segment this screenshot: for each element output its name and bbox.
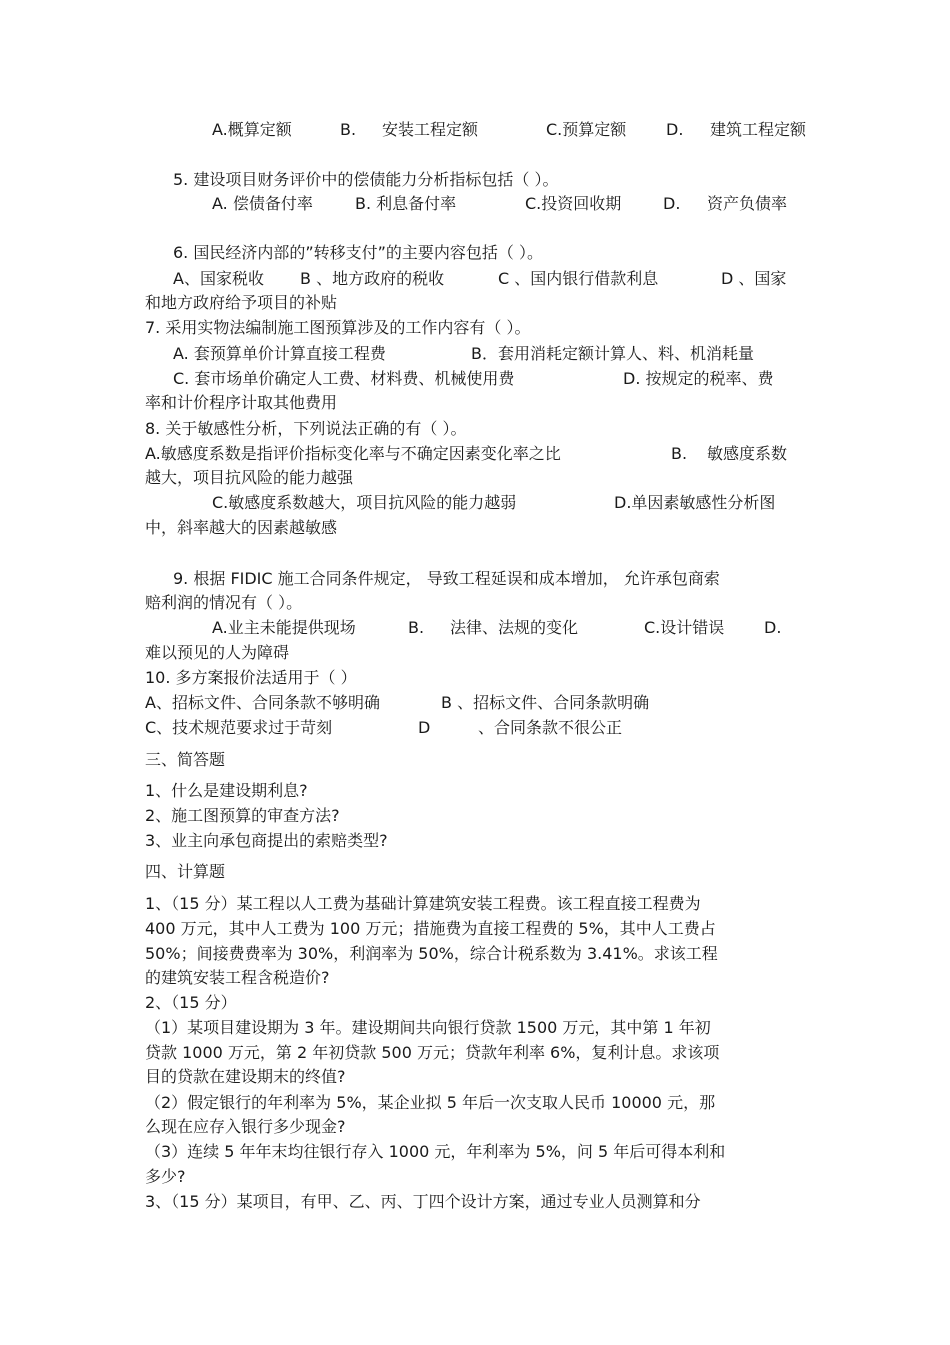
q10-option-c: C、技术规范要求过于苛刻 (145, 718, 333, 737)
q10-option-a: A、招标文件、合同条款不够明确 (145, 693, 380, 712)
q4-option-d-label: D. (666, 120, 684, 139)
q4-option-d-text: 建筑工程定额 (710, 120, 807, 139)
q9-stem-line2: 赔利润的情况有（ ）。 (145, 593, 303, 612)
q5-option-a: A. 偿债备付率 (212, 194, 313, 213)
q10-options-line2 (145, 717, 815, 739)
section4-p2-line6: （3）连续 5 年年末均往银行存入 1000 元，年利率为 5%，问 5 年后可得本利和 (145, 1142, 726, 1161)
q10-option-b: B 、招标文件、合同条款明确 (441, 693, 650, 712)
q9-option-d-label: D. (764, 618, 782, 637)
q10-option-d-text: 、合同条款不很公正 (478, 718, 623, 737)
q6-option-b: B 、地方政府的税收 (300, 269, 445, 288)
q8-option-b-label: B. (671, 444, 688, 463)
q8-option-d: D.单因素敏感性分析图 (614, 493, 776, 512)
q5-option-d-text: 资产负债率 (707, 194, 788, 213)
q8-option-c: C.敏感度系数越大，项目抗风险的能力越弱 (212, 493, 517, 512)
section4-p2-line5: 么现在应存入银行多少现金? (145, 1117, 346, 1136)
section4-p2-line2: 贷款 1000 万元，第 2 年初贷款 500 万元；贷款年利率 6%，复利计息。求该项 (145, 1043, 720, 1062)
section4-p2-line3: 目的贷款在建设期末的终值? (145, 1067, 346, 1086)
section4-p1-line3: 50%；间接费费率为 30%，利润率为 50%，综合计税系数为 3.41%。求该工程 (145, 944, 718, 963)
q4-option-b-label: B. (340, 120, 357, 139)
q8-options-line1 (145, 443, 815, 465)
q6-options-line1 (173, 268, 843, 290)
section3-item-2: 2、施工图预算的审查方法? (145, 806, 340, 825)
q9-stem-line1: 9. 根据 FIDIC 施工合同条件规定， 导致工程延误和成本增加， 允许承包商索 (173, 569, 720, 588)
q8-options-line3 (212, 492, 882, 514)
q6-option-c: C 、国内银行借款利息 (498, 269, 659, 288)
q4-option-c: C.预算定额 (546, 120, 627, 139)
section3-title: 三、简答题 (145, 750, 226, 769)
q7-options-line3: 率和计价程序计取其他费用 (145, 393, 338, 412)
q7-options-line1 (173, 343, 843, 365)
q7-options-line2 (173, 368, 843, 390)
section3-item-1: 1、什么是建设期利息? (145, 781, 308, 800)
q6-option-a: A、国家税收 (173, 269, 264, 288)
q8-options-line4: 中，斜率越大的因素越敏感 (145, 518, 338, 537)
q5-option-c: C.投资回收期 (525, 194, 622, 213)
section4-p1-line4: 的建筑安装工程含税造价? (145, 968, 330, 987)
q10-option-d-label: D (418, 718, 431, 737)
q7-option-b: B．套用消耗定额计算人、料、机消耗量 (471, 344, 754, 363)
q8-option-b-text: 敏感度系数 (707, 444, 788, 463)
section4-p1-line2: 400 万元，其中人工费为 100 万元；措施费为直接工程费的 5%，其中人工费占 (145, 919, 716, 938)
q6-stem: 6. 国民经济内部的”转移支付”的主要内容包括（ ）。 (173, 243, 544, 262)
section4-p2-line4: （2）假定银行的年利率为 5%，某企业拟 5 年后一次支取人民币 10000 元，那 (145, 1093, 716, 1112)
q8-stem: 8. 关于敏感性分析，下列说法正确的有（ ）。 (145, 419, 467, 438)
q9-options-line2: 难以预见的人为障碍 (145, 643, 290, 662)
q6-option-d: D 、国家 (721, 269, 787, 288)
section4-p2-line7: 多少? (145, 1167, 186, 1186)
q10-stem: 10. 多方案报价法适用于（ ） (145, 668, 357, 687)
q7-option-a: A. 套预算单价计算直接工程费 (173, 344, 386, 363)
section4-p1-line1: 1、（15 分）某工程以人工费为基础计算建筑安装工程费。该工程直接工程费为 (145, 894, 701, 913)
q6-options-line2: 和地方政府给予项目的补贴 (145, 293, 338, 312)
q4-option-b-text: 安装工程定额 (382, 120, 479, 139)
q9-option-b-text: 法律、法规的变化 (450, 618, 579, 637)
section4-p2-title: 2、（15 分） (145, 993, 237, 1012)
q10-options-line1 (145, 692, 815, 714)
q4-options-line (212, 119, 882, 141)
q9-option-c: C.设计错误 (644, 618, 725, 637)
q9-option-a: A.业主未能提供现场 (212, 618, 356, 637)
q5-option-b: B. 利息备付率 (355, 194, 457, 213)
q7-stem: 7. 采用实物法编制施工图预算涉及的工作内容有（ ）。 (145, 318, 531, 337)
section3-item-3: 3、业主向承包商提出的索赔类型? (145, 831, 388, 850)
q8-option-a: A.敏感度系数是指评价指标变化率与不确定因素变化率之比 (145, 444, 561, 463)
q5-options-line (212, 193, 882, 215)
q9-option-b-label: B. (408, 618, 425, 637)
section4-p2-line1: （1）某项目建设期为 3 年。建设期间共向银行贷款 1500 万元，其中第 1 年初 (145, 1018, 711, 1037)
q4-option-a: A.概算定额 (212, 120, 292, 139)
section4-p3-line1: 3、（15 分）某项目，有甲、乙、丙、丁四个设计方案，通过专业人员测算和分 (145, 1192, 701, 1211)
q5-stem: 5. 建设项目财务评价中的偿债能力分析指标包括（ ）。 (173, 170, 559, 189)
q9-options-line (212, 617, 882, 639)
q8-options-line2: 越大，项目抗风险的能力越强 (145, 468, 354, 487)
q7-option-c: C. 套市场单价确定人工费、材料费、机械使用费 (173, 369, 515, 388)
q7-option-d: D. 按规定的税率、费 (623, 369, 774, 388)
section4-title: 四、计算题 (145, 862, 226, 881)
q5-option-d-label: D. (663, 194, 681, 213)
